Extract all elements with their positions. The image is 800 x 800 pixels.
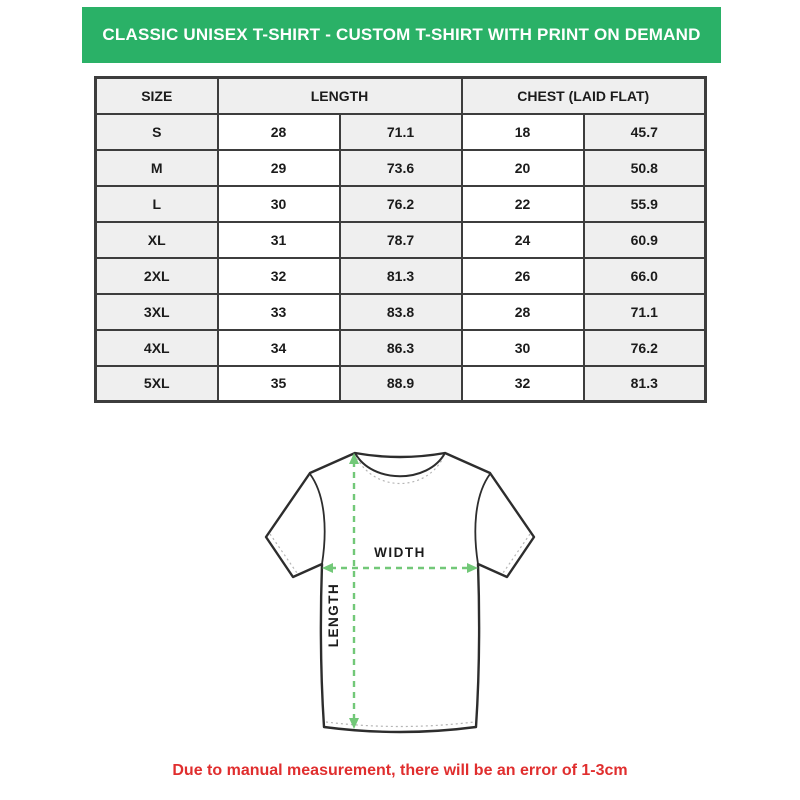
column-header-length: LENGTH	[218, 78, 462, 114]
table-row	[96, 114, 706, 150]
size-cell: XL	[96, 222, 218, 258]
length-in-cell: 29	[218, 150, 340, 186]
chest-cm-cell: 45.7	[584, 114, 706, 150]
chest-in-cell: 22	[462, 186, 584, 222]
tshirt-outline-icon	[266, 453, 534, 732]
size-chart-table	[94, 76, 707, 403]
measurement-disclaimer	[0, 762, 800, 780]
table-row	[96, 258, 706, 294]
length-in-cell: 31	[218, 222, 340, 258]
length-in-cell: 32	[218, 258, 340, 294]
chest-cm-cell: 71.1	[584, 294, 706, 330]
length-cm-cell: 73.6	[340, 150, 462, 186]
table-row	[96, 294, 706, 330]
column-header-chest: CHEST (LAID FLAT)	[462, 78, 706, 114]
table-row	[96, 150, 706, 186]
length-cm-cell: 78.7	[340, 222, 462, 258]
length-cm-cell: 76.2	[340, 186, 462, 222]
length-in-cell: 34	[218, 330, 340, 366]
chest-in-cell: 26	[462, 258, 584, 294]
chest-in-cell: 24	[462, 222, 584, 258]
width-label: WIDTH	[374, 545, 426, 560]
disclaimer-text: Due to manual measurement, there will be an error of 1-3cm	[172, 762, 628, 779]
length-cm-cell: 81.3	[340, 258, 462, 294]
chest-in-cell: 30	[462, 330, 584, 366]
table-row	[96, 222, 706, 258]
header-row	[96, 78, 706, 114]
chest-in-cell: 18	[462, 114, 584, 150]
length-label: LENGTH	[326, 582, 341, 648]
length-cm-cell: 86.3	[340, 330, 462, 366]
length-cm-cell: 88.9	[340, 366, 462, 402]
length-cm-cell: 83.8	[340, 294, 462, 330]
chest-cm-cell: 66.0	[584, 258, 706, 294]
chest-in-cell: 32	[462, 366, 584, 402]
table-row	[96, 186, 706, 222]
size-cell: 5XL	[96, 366, 218, 402]
length-in-cell: 35	[218, 366, 340, 402]
size-cell: L	[96, 186, 218, 222]
chest-in-cell: 28	[462, 294, 584, 330]
size-cell: 3XL	[96, 294, 218, 330]
chest-cm-cell: 76.2	[584, 330, 706, 366]
chest-cm-cell: 60.9	[584, 222, 706, 258]
size-cell: 2XL	[96, 258, 218, 294]
table-row	[96, 366, 706, 402]
page-title: CLASSIC UNISEX T-SHIRT - CUSTOM T-SHIRT WITH PRINT ON DEMAND	[102, 25, 701, 44]
chest-cm-cell: 50.8	[584, 150, 706, 186]
size-cell: M	[96, 150, 218, 186]
column-header-size: SIZE	[96, 78, 218, 114]
chest-cm-cell: 55.9	[584, 186, 706, 222]
size-cell: 4XL	[96, 330, 218, 366]
title-banner	[82, 7, 721, 63]
tshirt-diagram	[250, 440, 550, 740]
chest-in-cell: 20	[462, 150, 584, 186]
size-cell: S	[96, 114, 218, 150]
chest-cm-cell: 81.3	[584, 366, 706, 402]
length-cm-cell: 71.1	[340, 114, 462, 150]
length-in-cell: 33	[218, 294, 340, 330]
table-row	[96, 330, 706, 366]
length-in-cell: 28	[218, 114, 340, 150]
length-in-cell: 30	[218, 186, 340, 222]
